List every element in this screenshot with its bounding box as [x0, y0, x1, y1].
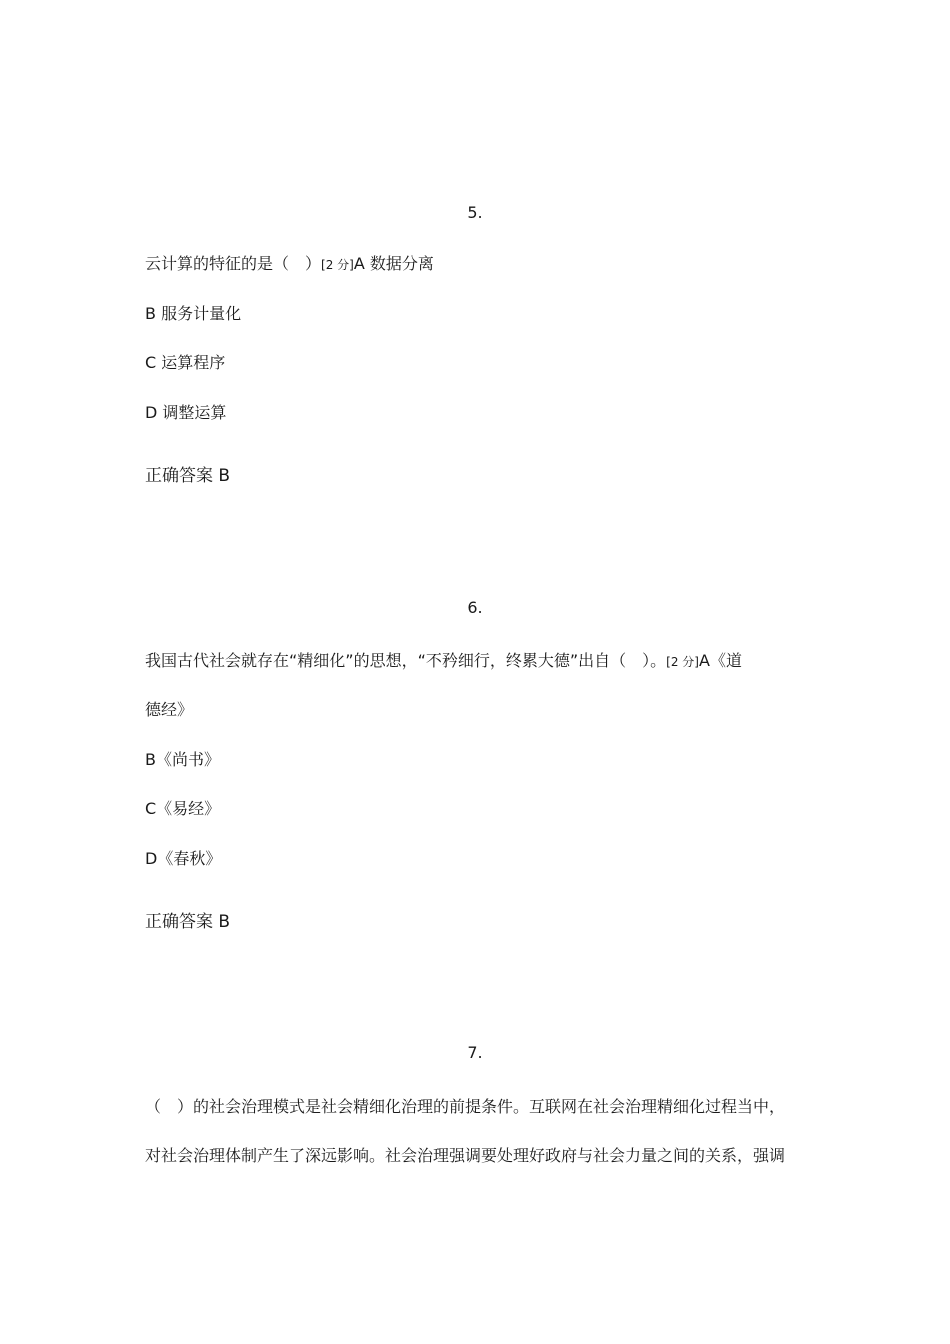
question-stem: （ ）的社会治理模式是社会精细化治理的前提条件。互联网在社会治理精细化过程当中，	[145, 1097, 786, 1116]
question-text: 我国古代社会就存在“精细化”的思想，“不矜细行，终累大德”出自（ ）。	[145, 651, 667, 670]
score-label: [2 分]	[666, 655, 699, 669]
question-number: 6.	[467, 598, 483, 617]
question-stem	[145, 648, 742, 671]
option-c: C《易经》	[145, 799, 221, 818]
question-stem-continued: 对社会治理体制产生了深远影响。社会治理强调要处理好政府与社会力量之间的关系，强调	[145, 1146, 786, 1165]
option-d: D 调整运算	[145, 403, 227, 422]
option-d: D《春秋》	[145, 849, 222, 868]
question-text: 云计算的特征的是（ ）	[145, 254, 322, 273]
option-a: A《道	[699, 651, 742, 670]
question-stem-continued: 德经》	[145, 700, 194, 719]
correct-answer: 正确答案 B	[145, 912, 231, 932]
question-number: 7.	[467, 1043, 483, 1062]
option-b: B《尚书》	[145, 750, 220, 769]
score-label: [2 分]	[321, 258, 354, 272]
correct-answer: 正确答案 B	[145, 466, 231, 486]
option-c: C 运算程序	[145, 353, 226, 372]
question-stem	[145, 251, 434, 274]
option-b: B 服务计量化	[145, 304, 242, 323]
question-number: 5.	[467, 203, 483, 222]
option-a: A 数据分离	[353, 254, 434, 273]
